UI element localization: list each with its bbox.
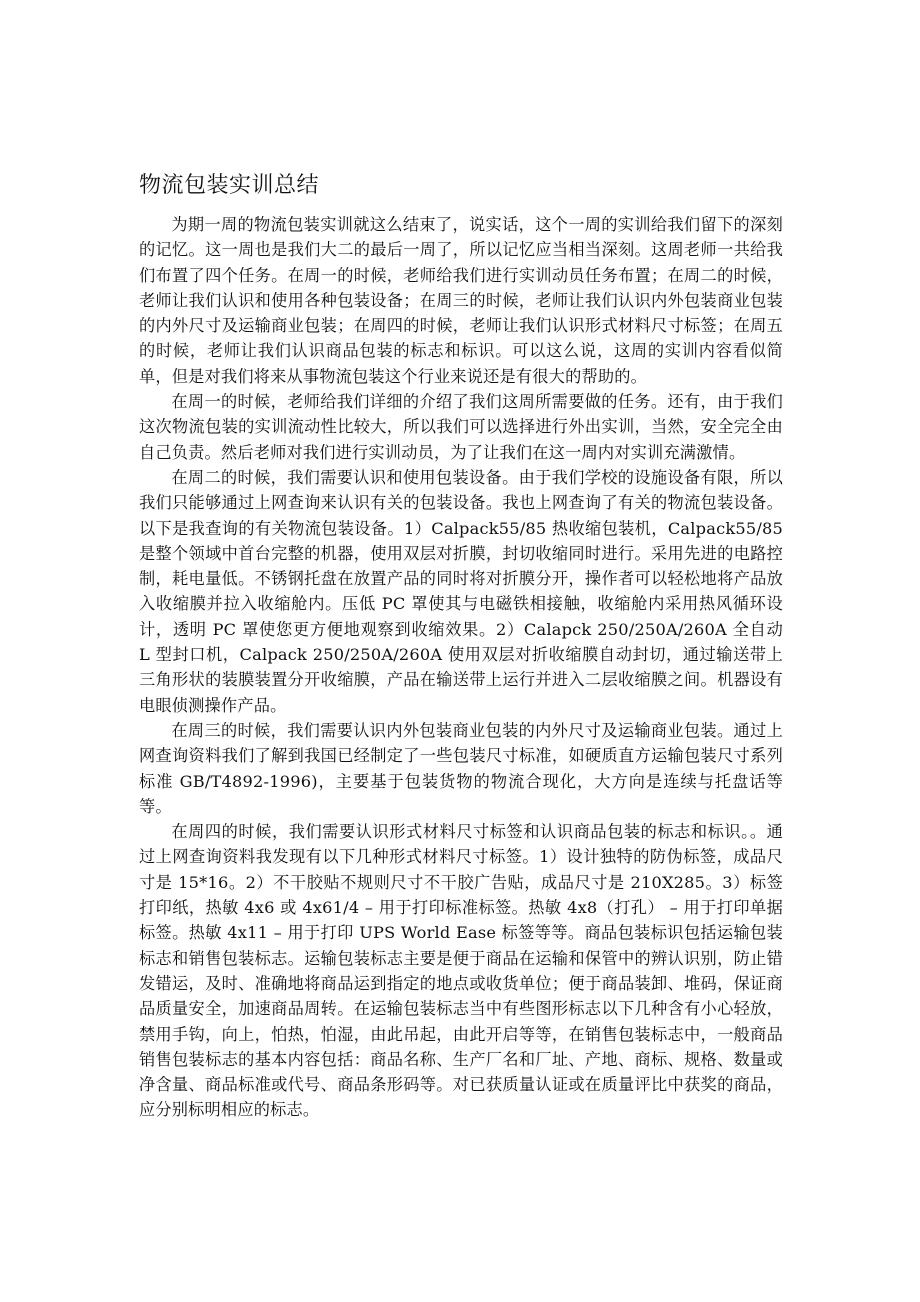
paragraph-thursday: 在周四的时候，我们需要认识形式材料尺寸标签和认识商品包装的标志和标识。。通过上网查询资料我发现有以下几种形式材料尺寸标签。1）设计独特的防伪标签，成品尺寸是 15*16。2）不干胶贴不规则尺寸不干胶广告贴，成品尺寸是 210X285。3）标签打印纸，热敏 4x6 或 4x61/4 – 用于打印标准标签。热敏 4x8（打孔） – 用于打印单据标签。热敏 4x11 – 用于打印 UPS World Ease 标签等等。商品包装标识包括运输包装标志和销售包装标志。运输包装标志主要是便于商品在运输和保管中的辨认识别，防止错发错运，及时、准确地将商品运到指定的地点或收货单位；便于商品装卸、堆码，保证商品质量安全，加速商品周转。在运输包装标志当中有些图形标志以下几种含有小心轻放，禁用手钩，向上，怕热，怕湿，由此吊起，由此开启等等，在销售包装标志中，一般商品销售包装标志的基本内容包括：商品名称、生产厂名和厂址、产地、商标、规格、数量或净含量、商品标准或代号、商品条形码等。对已获质量认证或在质量评比中获奖的商品，应分别标明相应的标志。 [139,822,783,1120]
document-body [139,170,783,1123]
paragraph-overview: 为期一周的物流包装实训就这么结束了，说实话，这个一周的实训给我们留下的深刻的记忆。这一周也是我们大二的最后一周了，所以记忆应当相当深刻。这周老师一共给我们布置了四个任务。在周一的时候，老师给我们进行实训动员任务布置；在周二的时候，老师让我们认识和使用各种包装设备；在周三的时候，老师让我们认识内外包装商业包装的内外尺寸及运输商业包装；在周四的时候，老师让我们认识形式材料尺寸标签；在周五的时候，老师让我们认识商品包装的标志和标识。可以这么说，这周的实训内容看似简单，但是对我们将来从事物流包装这个行业来说还是有很大的帮助的。 [139,215,783,386]
paragraph-monday: 在周一的时候，老师给我们详细的介绍了我们这周所需要做的任务。还有，由于我们这次物流包装的实训流动性比较大，所以我们可以选择进行外出实训，当然，安全完全由自己负责。然后老师对我们进行实训动员，为了让我们在这一周内对实训充满激情。 [139,392,783,462]
document-title: 物流包装实训总结 [139,173,320,198]
paragraph-wednesday: 在周三的时候，我们需要认识内外包装商业包装的内外尺寸及运输商业包装。通过上网查询资料我们了解到我国已经制定了一些包装尺寸标准，如硬质直方运输包装尺寸系列标准 GB/T4892-1996)，主要基于包装货物的物流合现化，大方向是连续与托盘话等等。 [139,720,783,816]
paragraph-tuesday: 在周二的时候，我们需要认识和使用包装设备。由于我们学校的设施设备有限，所以我们只能够通过上网查询来认识有关的包装设备。我也上网查询了有关的物流包装设备。以下是我查询的有关物流包装设备。1）Calpack55/85 热收缩包装机，Calpack55/85 是整个领域中首台完整的机器，使用双层对折膜，封切收缩同时进行。采用先进的电路控制，耗电量低。不锈钢托盘在放置产品的同时将对折膜分开，操作者可以轻松地将产品放入收缩膜并拉入收缩舱内。压低 PC 罩使其与电磁铁相接触，收缩舱内采用热风循环设计，透明 PC 罩使您更方便地观察到收缩效果。2）Calapck 250/250A/260A 全自动 L 型封口机，Calpack 250/250A/260A 使用双层对折收缩膜自动封切，通过输送带上三角形状的装膜装置分开收缩膜，产品在输送带上运行并进入二层收缩膜之间。机器设有电眼侦测操作产品。 [139,467,783,715]
